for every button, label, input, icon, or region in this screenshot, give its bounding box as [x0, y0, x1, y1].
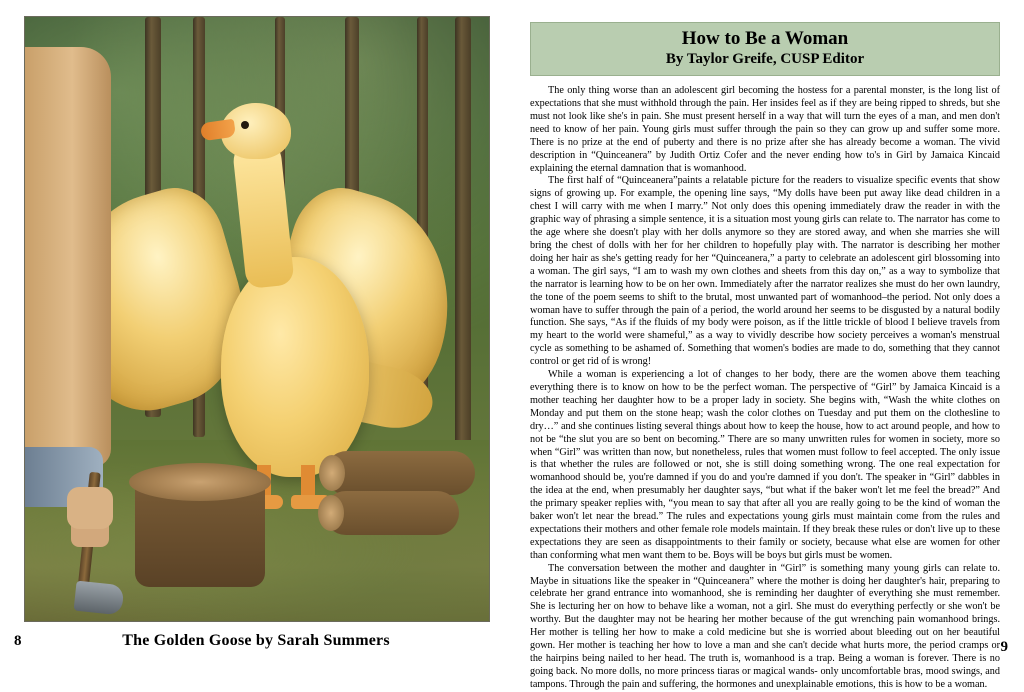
log-end [319, 455, 345, 491]
right-page [512, 0, 1024, 690]
woodcutter-hand [67, 487, 113, 529]
goose-leg [301, 465, 315, 499]
page-number-left: 8 [14, 633, 22, 649]
axe-head [74, 581, 125, 616]
tree-trunk [455, 17, 471, 447]
illustration-caption: The Golden Goose by Sarah Summers [122, 632, 390, 649]
log-end [318, 495, 344, 531]
cut-log [325, 451, 475, 495]
left-page [0, 0, 512, 662]
cut-log [324, 491, 459, 535]
article-header [530, 22, 1000, 76]
golden-goose-illustration [24, 16, 490, 622]
tree-stump-top [129, 463, 271, 501]
article-paragraph: The conversation between the mother and daughter in “Girl” is something many young girls can relate to. Maybe in situations like the speaker in “Quinceanera” where the mother is doing her daughter's hair, preparing to celebrate her grand entrance into womanhood, she is reminding her daughter of everything she must remember. She is lecturing her on how to behave like a woman, not a girl. She must do everything perfectly or she won't be worthy. But the daughter may not be hearing her mother because of the gut wrenching pain womanhood brings. Her mother is telling her how to make a cold medicine but she is worried about bleeding out on her beautiful gown. Her mother is teaching her how to love a man and she can't decide what hurts more, the period cramps or the hairpins being nailed to her head. The truth is, womanhood is a trap. Being a woman is forever. There is no going back. No more dolls, no more princess tiaras or magical wands- only uncomfortable bras, mood swings, and tampons. Through the pain and suffering, the hormones and unexplainable emotions, this is how to be a woman. [530, 562, 1000, 690]
left-page-footer [0, 626, 512, 656]
page-number-right: 9 [1000, 639, 1008, 655]
goose-body [221, 257, 369, 477]
article-body [530, 85, 1000, 692]
article-paragraph: While a woman is experiencing a lot of changes to her body, there are the women above them teaching everything there is to know on how to be the perfect woman. The perspective of “Girl” by Jamaica Kincaid is a mother teaching her daughter how to be a proper lady in society. She begins with, “Wash the white clothes on Monday and put them on the stone heap; wash the color clothes on Tuesday and put them on the clothesline to dry…” and she continues listing several things about how to keep the house, how to act around people, and how to not be “the slut you are so bent on becoming.” There are so many unwritten rules for women in society, more so when “Girl” was written than now, but nonetheless, rules that women must follow to feel accepted. The only issue is that whether the rules are followed or not, she is still doing something wrong. The one real expectation for womanhood should be, you're damned if you do and you're damned if you don't. The speaker in “Girl” dabbles in the idea at the end, when presumably her daughter says, “but what if the baker won't let me feel the bread?” And the primary speaker replies with, “you mean to say that after all you are really going to be the kind of woman the baker won't let near the bread.” The rules and expectations young girls must maintain come from the rules and expectations their mothers and other female role models maintain. If they break these rules or don't live up to these expectations they are seen as disappointments to their family or society, because what else are women for other than conforming what men want them to be. Boys will be boys but girls must be women. [530, 369, 1000, 561]
article-paragraph: The first half of “Quinceanera”paints a relatable picture for the readers to visualize specific events that show signs of growing up. For example, the opening line says, “My dolls have been put away like dead children in a chest I will carry with me when I marry.” Not only does this opening immediately draw the reader in with the graphic way of phrasing a simple sentence, it is a situation most young girls can relate to. The narrator has come to the age where she doesn't play with her dolls anymore so they are stored away, and when she marries she will bring the chest of dolls with her for her children to hopefully play with. The narrator is describing her mother doing her hair as she's getting ready for her “Quinceanera,” a party to celebrate an adolescent girl blossoming into a woman. The girl says, “I am to wash my own clothes and sheets from this day on,” as a way to symbolize that the narrator is learning how to be on her own. Immediately after the narrator realizes she must do her own laundry, the tone of the poem seems to shift to the brutal, most unwanted part of womanhood–the period. Not only does a woman have to suffer through the pain of a period, the world around her seems to be disgusted by a natural bodily function. She says, “As if the fluids of my body were poison, as if the little trickle of blood I believe travels from my heart to the world were shameful,” as a way to vividly describe how society perceives a woman's menstrual cycle as something to be ashamed of. Something that women's bodies are made to do, something that they cannot control or get rid of is wrong! [530, 175, 1000, 368]
page-title: How to Be a Woman [681, 28, 849, 49]
article-paragraph: The only thing worse than an adolescent girl becoming the hostess for a parental monster, is the long list of expectations that she must withhold through the pain. Her insides feel as if they are being ripped to shreds, but she must not look like she's in pain. She must present herself in a way that will turn the eyes of a man, and men don't need to know of her pain. Young girls must suffer through the pain so they can grow up and suffer some more. There is no prize at the end of puberty and there is no prize after she has already become a woman. The vivid description in “Quinceanera” by Judith Ortiz Cofer and the never ending how to's in Girl by Jamaica Kincaid explaining the eternal damnation that is womanhood. [530, 85, 1000, 174]
woodcutter-arm [25, 47, 111, 467]
article-byline: By Taylor Greife, CUSP Editor [665, 50, 865, 67]
goose-eye [241, 121, 249, 129]
